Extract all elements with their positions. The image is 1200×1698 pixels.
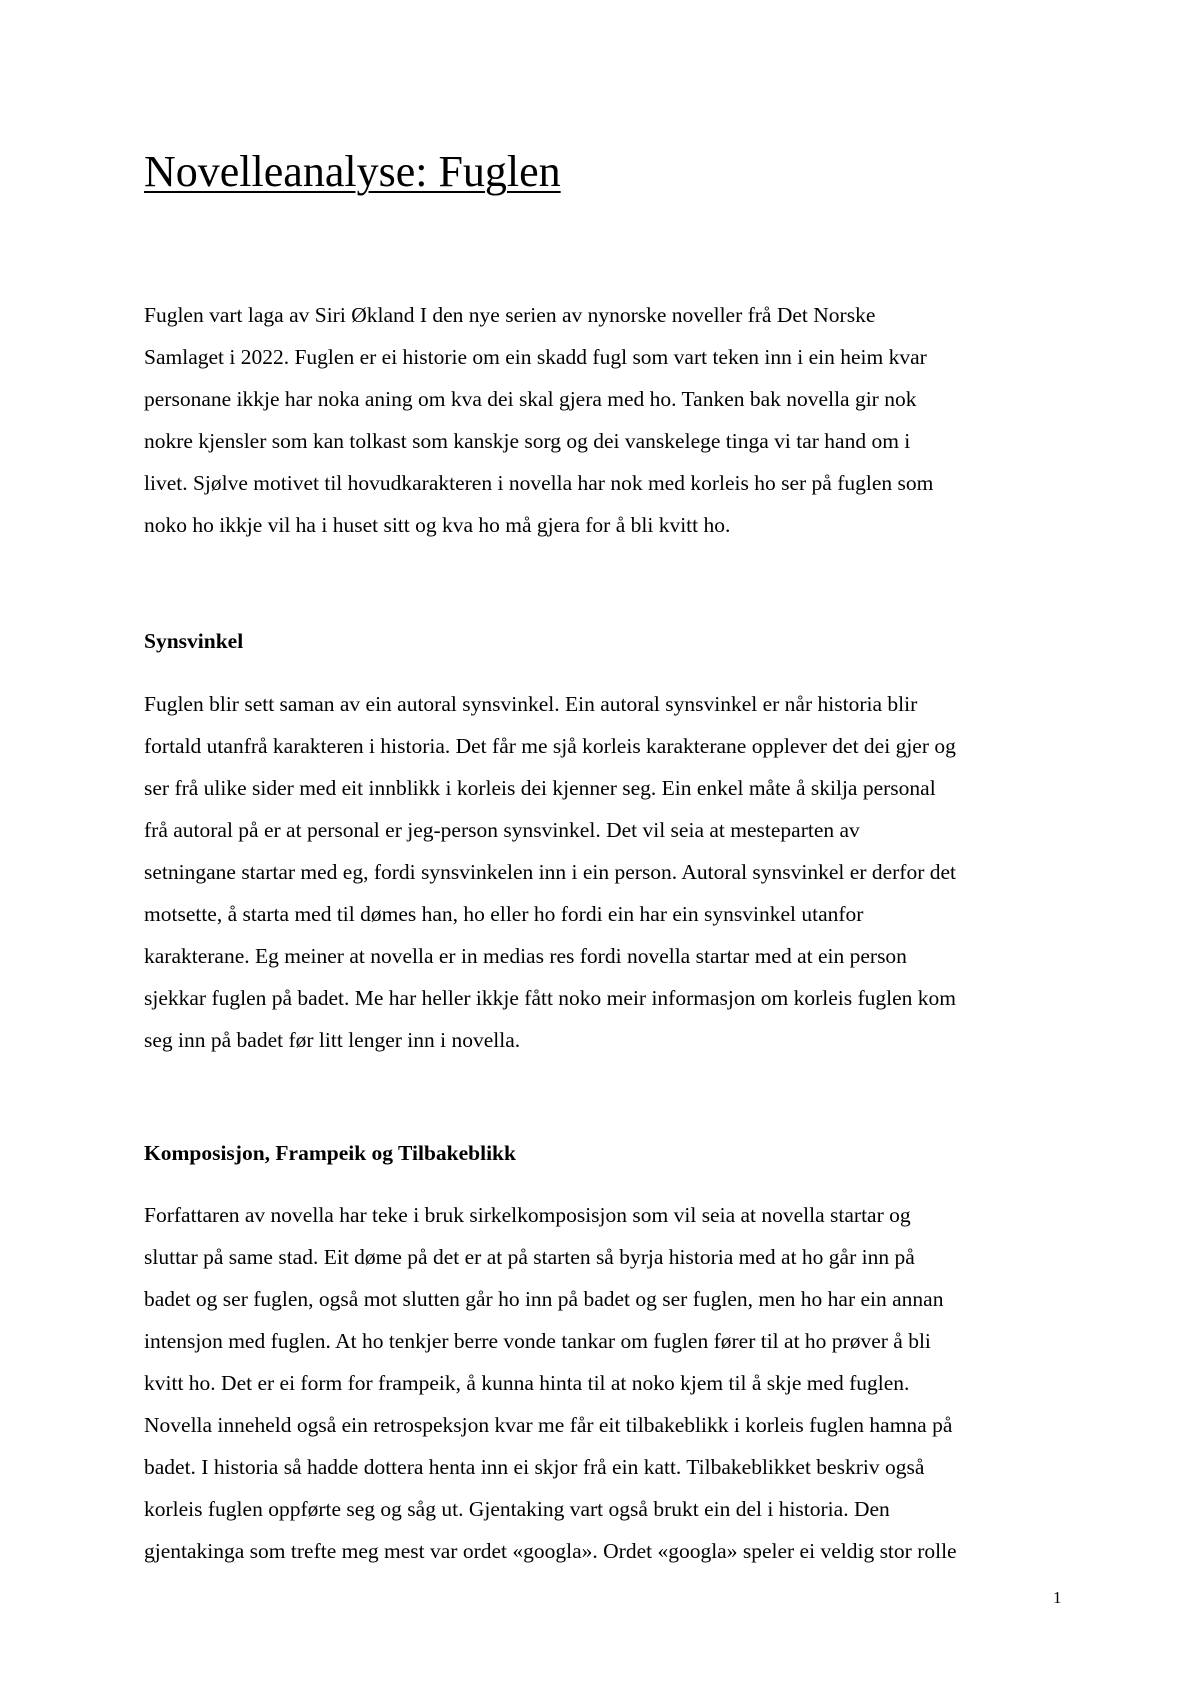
document-title: Novelleanalyse: Fuglen xyxy=(144,147,561,196)
section-heading-komposisjon: Komposisjon, Frampeik og Tilbakeblikk xyxy=(144,1141,516,1165)
text-line: intensjon med fuglen. At ho tenkjer berre vonde tankar om fuglen fører til at ho prøver å bli xyxy=(144,1329,931,1353)
text-line: noko ho ikkje vil ha i huset sitt og kva ho må gjera for å bli kvitt ho. xyxy=(144,513,731,537)
text-line: ser frå ulike sider med eit innblikk i korleis dei kjenner seg. Ein enkel måte å skilja personal xyxy=(144,776,936,800)
text-line: Fuglen vart laga av Siri Økland I den nye serien av nynorske noveller frå Det Norske xyxy=(144,303,876,327)
text-line: Forfattaren av novella har teke i bruk sirkelkomposisjon som vil seia at novella startar og xyxy=(144,1203,911,1227)
text-line: sjekkar fuglen på badet. Me har heller ikkje fått noko meir informasjon om korleis fuglen kom xyxy=(144,986,956,1010)
text-line: Novella inneheld også ein retrospeksjon kvar me får eit tilbakeblikk i korleis fuglen hamna på xyxy=(144,1413,953,1437)
text-line: fortald utanfrå karakteren i historia. Det får me sjå korleis karakterane opplever det dei gjer og xyxy=(144,734,956,758)
text-line: personane ikkje har noka aning om kva dei skal gjera med ho. Tanken bak novella gir nok xyxy=(144,387,917,411)
intro-paragraph xyxy=(144,294,1074,546)
text-line: badet og ser fuglen, også mot slutten går ho inn på badet og ser fuglen, men ho har ein annan xyxy=(144,1287,944,1311)
text-line: kvitt ho. Det er ei form for frampeik, å kunna hinta til at noko kjem til å skje med fuglen. xyxy=(144,1371,910,1395)
text-line: Fuglen blir sett saman av ein autoral synsvinkel. Ein autoral synsvinkel er når historia blir xyxy=(144,692,918,716)
page-number: 1 xyxy=(1053,1588,1062,1607)
komposisjon-paragraph xyxy=(144,1194,1074,1572)
text-line: gjentakinga som trefte meg mest var ordet «googla». Ordet «googla» speler ei veldig stor rolle xyxy=(144,1539,957,1563)
text-line: Samlaget i 2022. Fuglen er ei historie om ein skadd fugl som vart teken inn i ein heim kvar xyxy=(144,345,927,369)
text-line: karakterane. Eg meiner at novella er in medias res fordi novella startar med at ein person xyxy=(144,944,907,968)
text-line: frå autoral på er at personal er jeg-person synsvinkel. Det vil seia at mesteparten av xyxy=(144,818,860,842)
section-heading-synsvinkel: Synsvinkel xyxy=(144,629,244,653)
text-line: sluttar på same stad. Eit døme på det er at på starten så byrja historia med at ho går inn på xyxy=(144,1245,915,1269)
text-line: livet. Sjølve motivet til hovudkarakteren i novella har nok med korleis ho ser på fuglen som xyxy=(144,471,934,495)
text-line: seg inn på badet før litt lenger inn i novella. xyxy=(144,1028,521,1052)
text-line: motsette, å starta med til dømes han, ho eller ho fordi ein har ein synsvinkel utanfor xyxy=(144,902,864,926)
text-line: nokre kjensler som kan tolkast som kanskje sorg og dei vanskelege tinga vi tar hand om i xyxy=(144,429,911,453)
text-line: korleis fuglen oppførte seg og såg ut. Gjentaking vart også brukt ein del i historia. Den xyxy=(144,1497,890,1521)
synsvinkel-paragraph xyxy=(144,683,1074,1061)
text-line: badet. I historia så hadde dottera henta inn ei skjor frå ein katt. Tilbakeblikket beskriv også xyxy=(144,1455,925,1479)
text-line: setningane startar med eg, fordi synsvinkelen inn i ein person. Autoral synsvinkel er derfor det xyxy=(144,860,957,884)
